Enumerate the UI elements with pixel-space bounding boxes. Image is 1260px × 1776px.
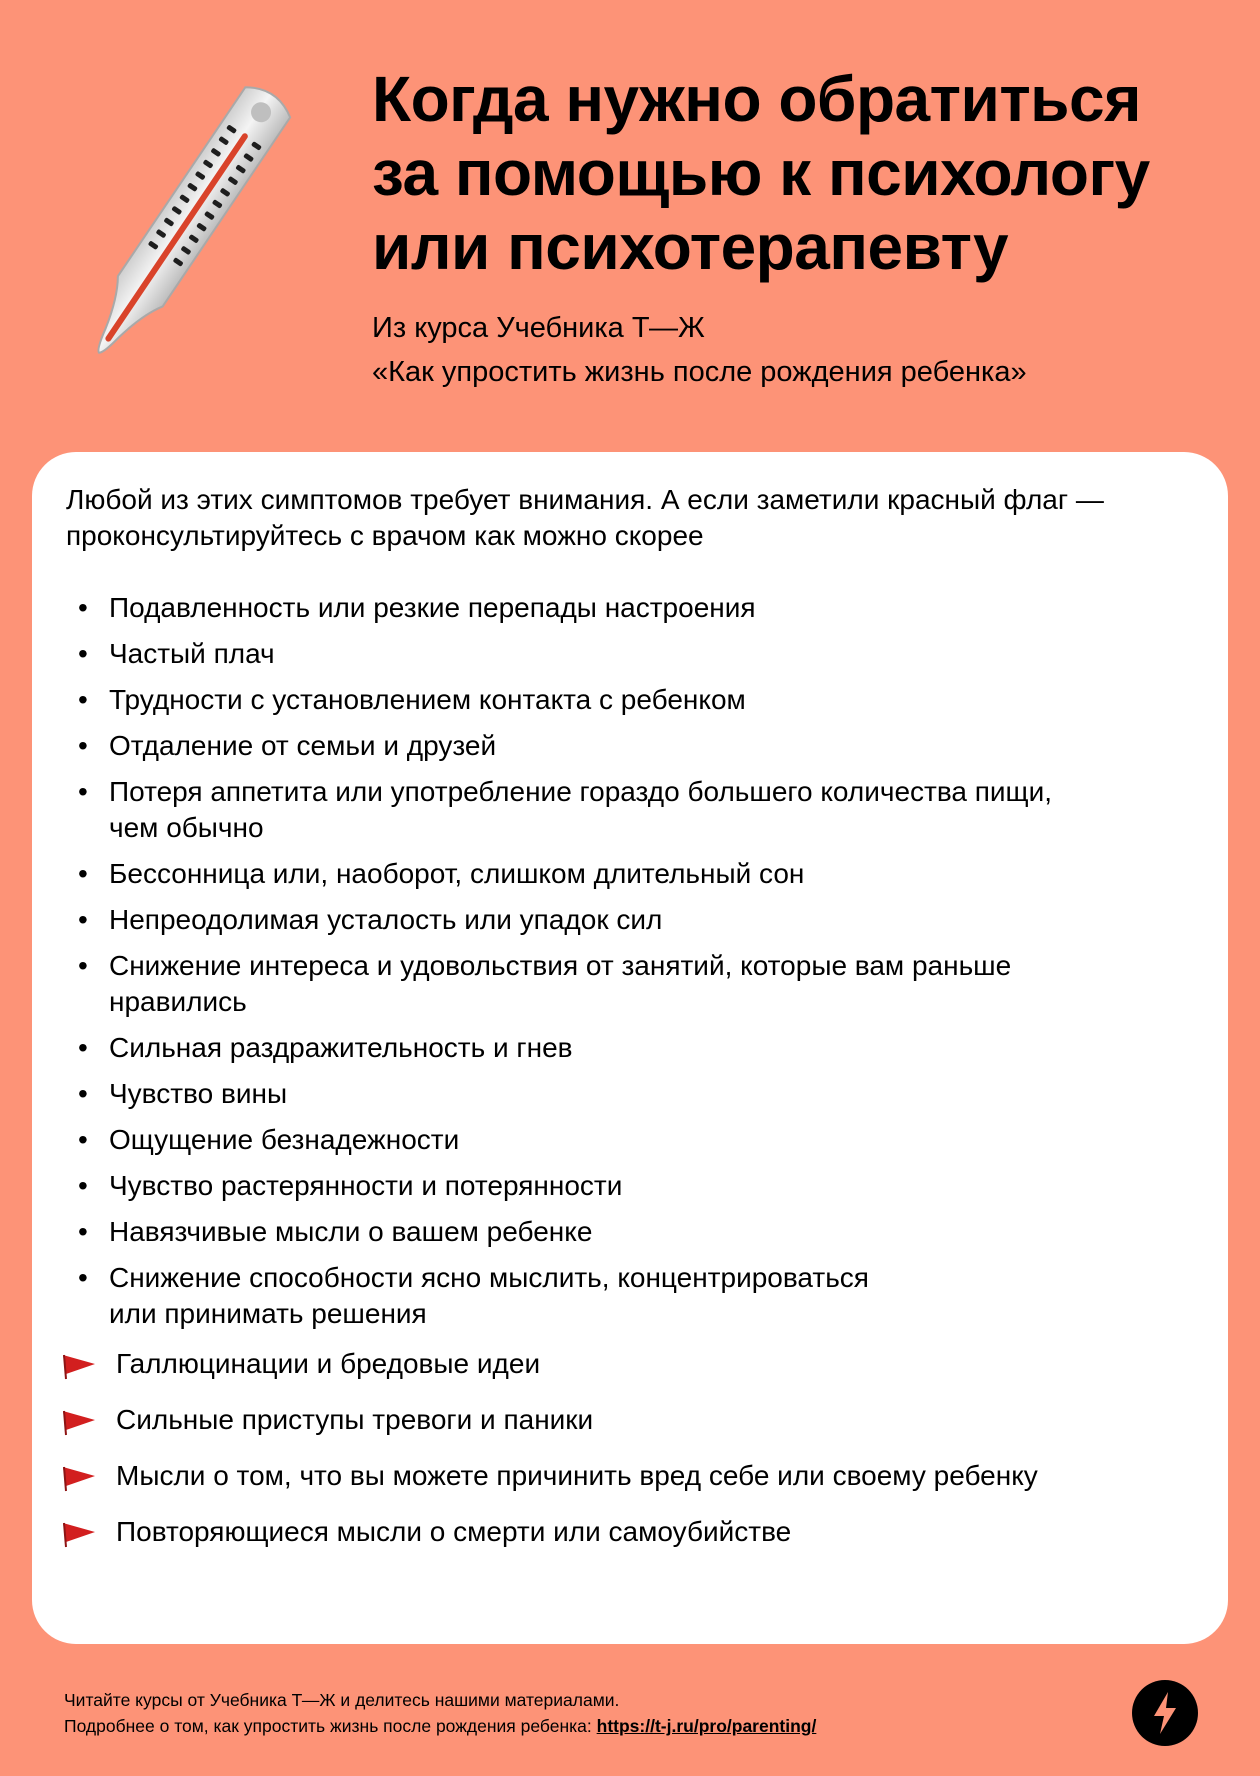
symptoms-list: [32, 590, 1228, 1342]
lightning-logo-icon[interactable]: [1132, 1680, 1198, 1746]
list-item-line: Чувство вины: [109, 1078, 288, 1109]
bullet-icon: •: [78, 592, 88, 623]
list-item-line: чем обычно: [109, 812, 264, 843]
list-item: [32, 636, 1189, 672]
list-item: [32, 1260, 1189, 1332]
list-item: [32, 1168, 1189, 1204]
red-flag-item: [32, 1402, 1196, 1458]
list-item-line: Подавленность или резкие перепады настроения: [109, 592, 756, 623]
title-line: за помощью к психологу: [372, 137, 1150, 209]
bullet-icon: •: [78, 1262, 88, 1293]
bullet-icon: •: [78, 684, 88, 715]
red-flag-icon: [62, 1466, 96, 1492]
list-item-line: Бессонница или, наоборот, слишком длительный сон: [109, 858, 805, 889]
bullet-icon: •: [78, 1216, 88, 1247]
list-item: [32, 1214, 1189, 1250]
red-flag-item: [32, 1458, 1196, 1514]
list-item-line: Сильная раздражительность и гнев: [109, 1032, 573, 1063]
list-item-line: нравились: [109, 986, 247, 1017]
list-item: [32, 1030, 1189, 1066]
list-item-line: Отдаление от семьи и друзей: [109, 730, 497, 761]
list-item-line: Навязчивые мысли о вашем ребенке: [109, 1216, 593, 1247]
red-flag-item: [32, 1346, 1196, 1402]
red-flag-text: Повторяющиеся мысли о смерти или самоубийстве: [116, 1516, 792, 1547]
red-flag-icon: [62, 1522, 96, 1548]
footer-line: [64, 1713, 816, 1739]
list-item-line: Снижение интереса и удовольствия от занятий, которые вам раньше: [109, 950, 1012, 981]
title-line: или психотерапевту: [372, 211, 1009, 283]
subtitle: [372, 306, 1232, 394]
list-item-line: Ощущение безнадежности: [109, 1124, 460, 1155]
bullet-icon: •: [78, 1032, 88, 1063]
page-title: [372, 62, 1232, 284]
bullet-icon: •: [78, 1124, 88, 1155]
intro-text: Любой из этих симптомов требует внимания. А если заметили красный флаг — проконсультируйтесь с врачом как можно скорее: [66, 484, 1104, 551]
red-flag-item: [32, 1514, 1196, 1570]
red-flag-text: Сильные приступы тревоги и паники: [116, 1404, 594, 1435]
bullet-icon: •: [78, 858, 88, 889]
list-item-line: или принимать решения: [109, 1298, 427, 1329]
list-item: [32, 1122, 1189, 1158]
list-item: [32, 682, 1189, 718]
header: [372, 62, 1232, 394]
red-flags-list: [32, 1346, 1228, 1570]
footer-line: Читайте курсы от Учебника Т—Ж и делитесь нашими материалами.: [64, 1690, 620, 1710]
title-line: Когда нужно обратиться: [372, 63, 1141, 135]
bullet-icon: •: [78, 950, 88, 981]
footer-text: Подробнее о том, как упростить жизнь после рождения ребенка:: [64, 1716, 597, 1736]
list-item: [32, 948, 1189, 1020]
list-item-line: Снижение способности ясно мыслить, концентрироваться: [109, 1262, 869, 1293]
bullet-icon: •: [78, 638, 88, 669]
subtitle-line: «Как упростить жизнь после рождения ребенка»: [372, 356, 1027, 388]
subtitle-line: Из курса Учебника Т—Ж: [372, 312, 705, 344]
symptoms-card: [32, 452, 1228, 1644]
list-item-line: Потеря аппетита или употребление гораздо большего количества пищи,: [109, 776, 1053, 807]
red-flag-text: Мысли о том, что вы можете причинить вред себе или своему ребенку: [116, 1460, 1038, 1491]
list-item-line: Трудности с установлением контакта с ребенком: [109, 684, 746, 715]
bullet-icon: •: [78, 730, 88, 761]
bullet-icon: •: [78, 1170, 88, 1201]
list-item-line: Непреодолимая усталость или упадок сил: [109, 904, 663, 935]
list-item: [32, 728, 1189, 764]
footer: [64, 1687, 816, 1739]
list-item-line: Чувство растерянности и потерянности: [109, 1170, 623, 1201]
list-item: [32, 774, 1189, 846]
list-item: [32, 856, 1189, 892]
red-flag-icon: [62, 1354, 96, 1380]
bullet-icon: •: [78, 776, 88, 807]
list-item: [32, 902, 1189, 938]
bullet-icon: •: [78, 904, 88, 935]
list-item: [32, 590, 1189, 626]
list-item-line: Частый плач: [109, 638, 275, 669]
thermometer-icon: [50, 55, 320, 395]
red-flag-icon: [62, 1410, 96, 1436]
list-item: [32, 1076, 1189, 1112]
bullet-icon: •: [78, 1078, 88, 1109]
parenting-course-link[interactable]: https://t-j.ru/pro/parenting/: [596, 1716, 817, 1736]
red-flag-text: Галлюцинации и бредовые идеи: [116, 1348, 541, 1379]
